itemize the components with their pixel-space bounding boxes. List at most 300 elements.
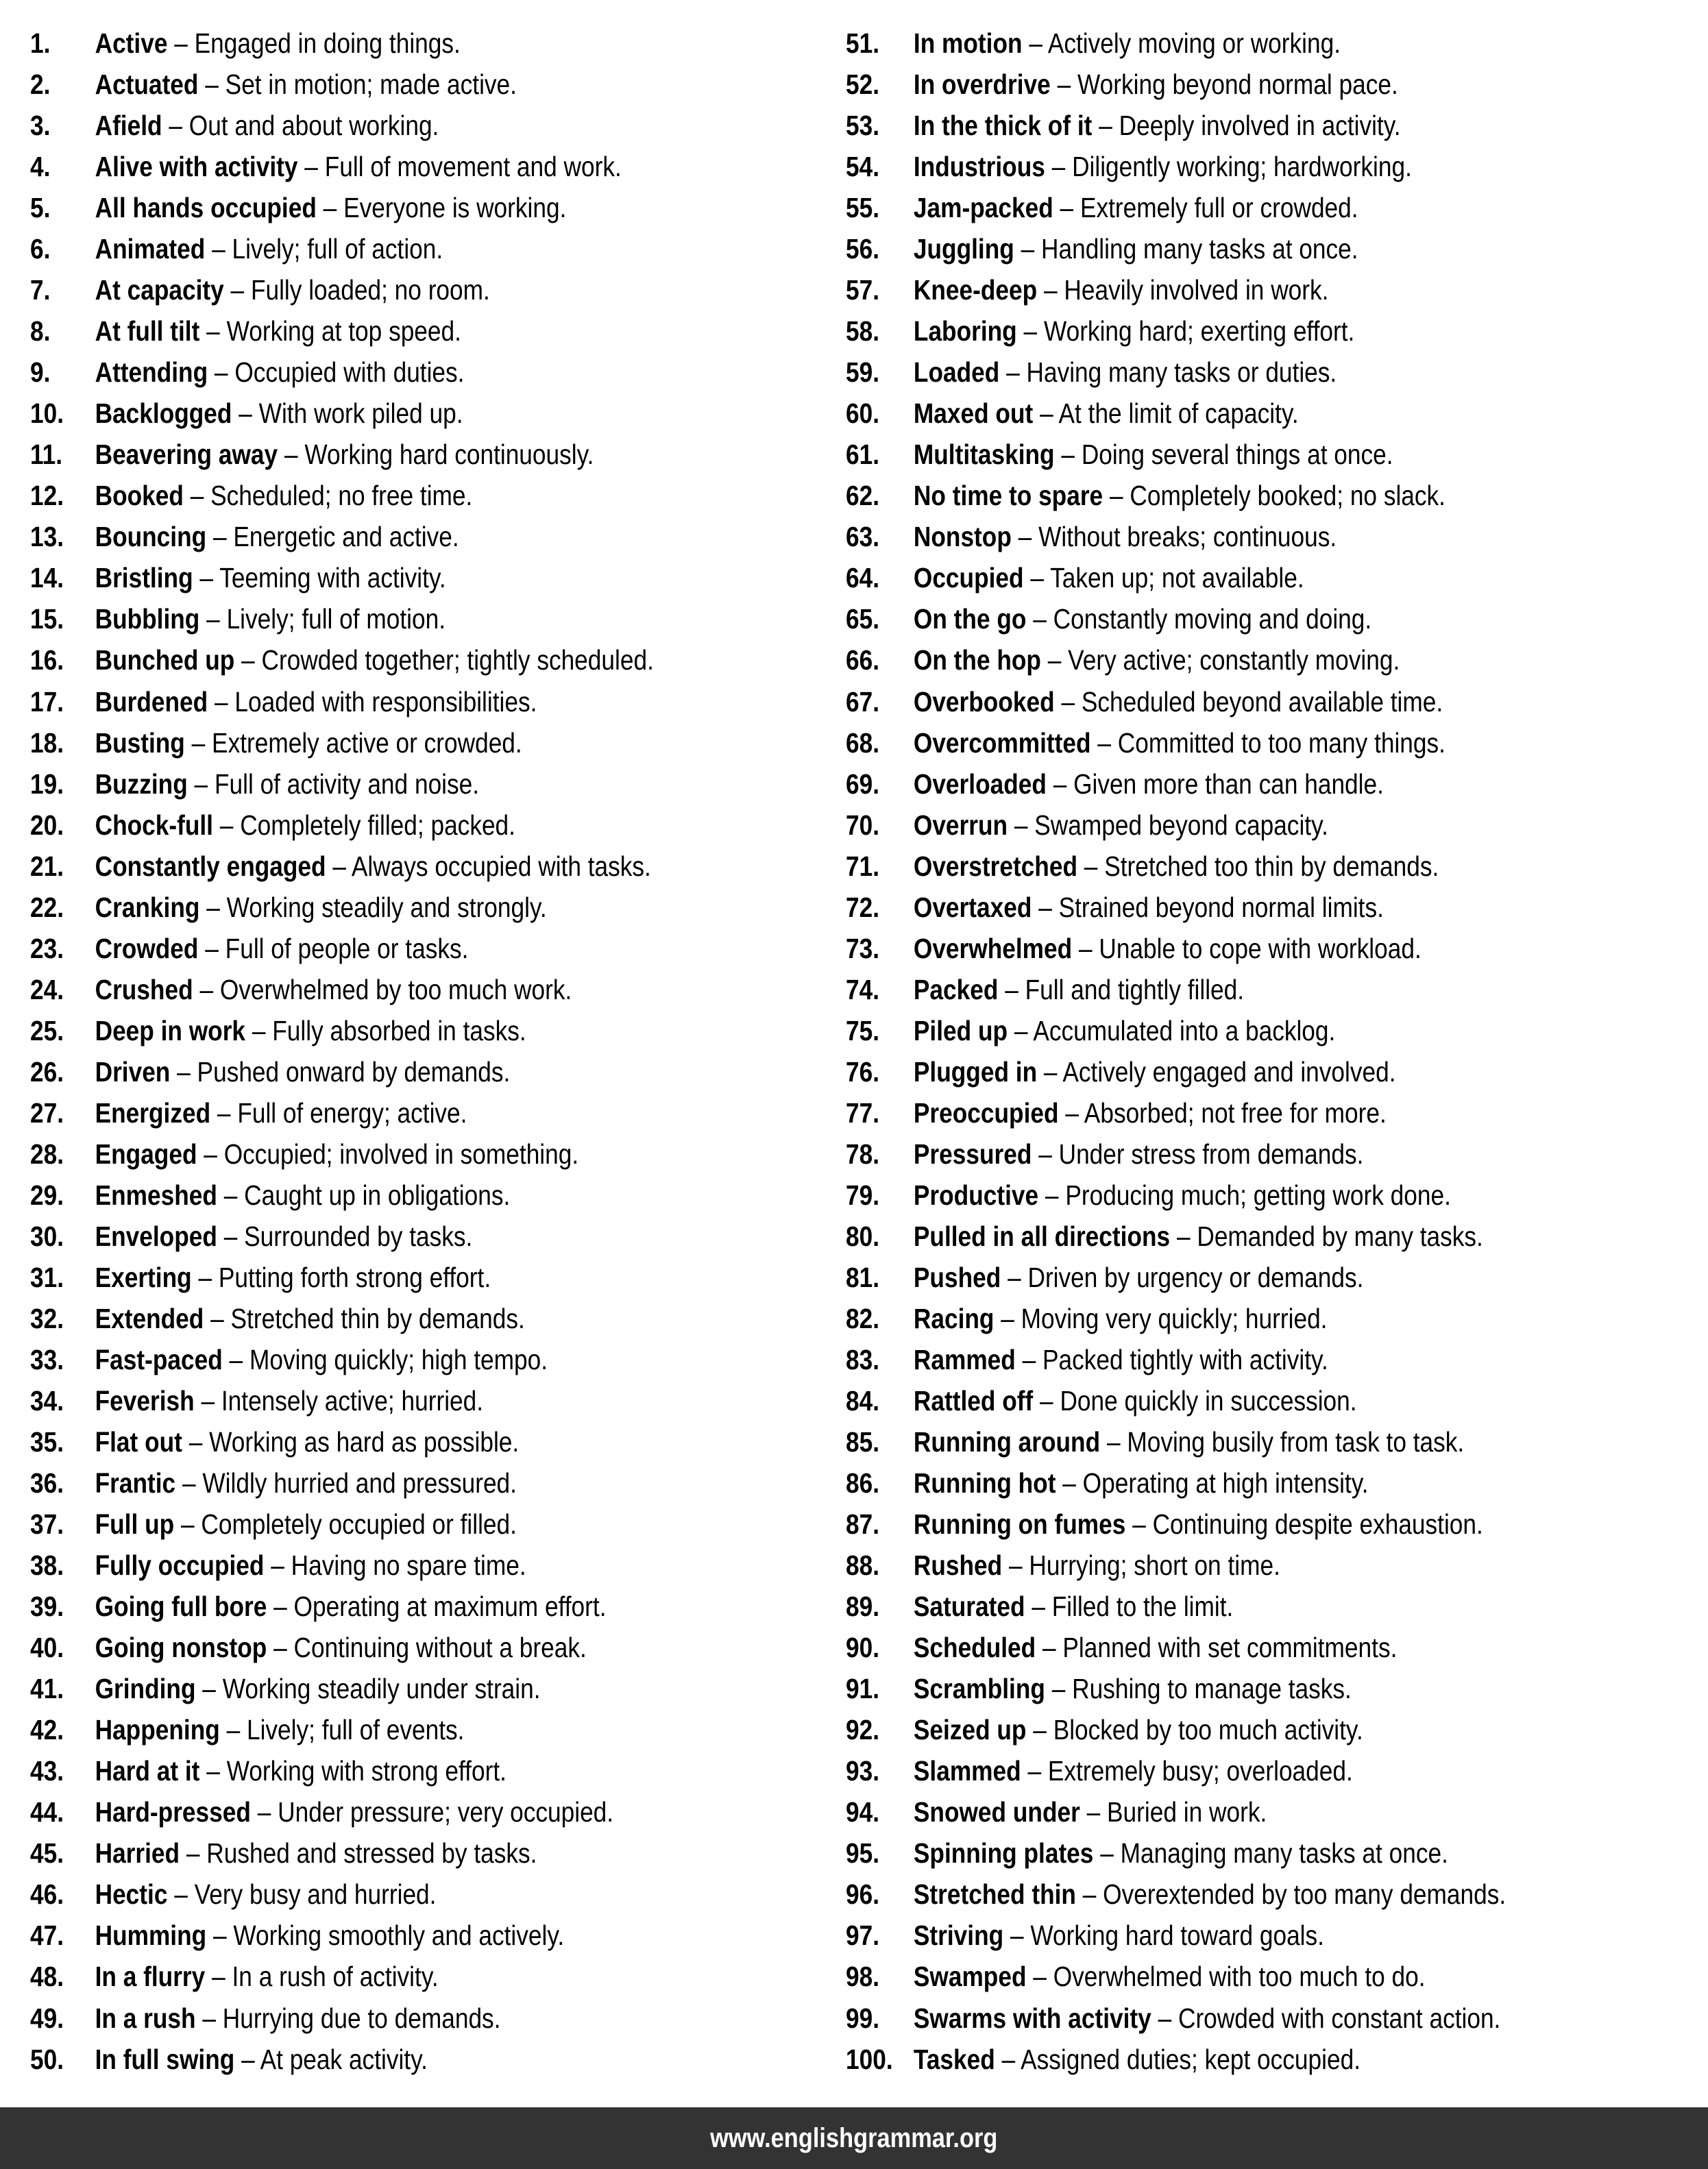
item-definition: – Continuing despite exhaustion. [1132, 1508, 1483, 1541]
item-definition: – Taken up; not available. [1030, 562, 1304, 594]
item-definition: – Moving very quickly; hurried. [1001, 1302, 1328, 1334]
item-number: 96. [846, 1878, 880, 1911]
item-number: 76. [846, 1055, 880, 1088]
item-term: Enmeshed [95, 1179, 217, 1211]
item-term: All hands occupied [95, 192, 317, 224]
item-definition: – Given more than can handle. [1053, 768, 1384, 800]
item-term: In a rush [95, 2002, 196, 2034]
item-definition: – Full of energy; active. [217, 1096, 467, 1129]
item-term: Jam-packed [913, 192, 1053, 224]
list-item [30, 1380, 818, 1421]
item-number: 12. [30, 480, 64, 512]
item-term: Afield [95, 110, 162, 142]
list-item [846, 516, 1696, 557]
item-number: 4. [30, 151, 51, 183]
item-definition: – Extremely busy; overloaded. [1027, 1755, 1353, 1787]
item-term: At capacity [95, 274, 224, 306]
list-item [30, 1586, 818, 1627]
item-definition: – Lively; full of events. [226, 1714, 465, 1746]
list-item-content [30, 269, 490, 310]
item-number: 95. [846, 1837, 880, 1870]
list-item [30, 1504, 818, 1545]
item-definition: – Working with strong effort. [206, 1755, 507, 1787]
item-number: 7. [30, 274, 51, 306]
item-definition: – Putting forth strong effort. [198, 1261, 491, 1293]
list-item [846, 1380, 1696, 1421]
item-term: Overcommitted [913, 726, 1091, 759]
list-item-content [30, 64, 517, 105]
item-number: 83. [846, 1344, 880, 1375]
item-term: Full up [95, 1508, 175, 1541]
list-item [30, 805, 818, 846]
item-term: Cranking [95, 891, 200, 923]
list-item-content [846, 763, 1384, 805]
item-number: 57. [846, 274, 880, 306]
item-number: 79. [846, 1179, 880, 1211]
list-item [846, 1998, 1696, 2039]
item-term: Spinning plates [913, 1837, 1094, 1870]
item-term: Constantly engaged [95, 850, 326, 882]
list-item-content [846, 1709, 1363, 1750]
item-term: Going nonstop [95, 1632, 267, 1664]
list-item [846, 310, 1696, 352]
item-definition: – Continuing without a break. [273, 1632, 587, 1664]
list-item-content [846, 187, 1358, 228]
list-item-content [846, 2039, 1361, 2080]
item-definition: – Full of people or tasks. [205, 932, 469, 964]
list-item-content [846, 516, 1337, 557]
list-item [846, 1709, 1696, 1750]
item-term: Hectic [95, 1878, 168, 1911]
list-item-content [846, 1216, 1483, 1257]
item-definition: – Strained beyond normal limits. [1038, 891, 1384, 923]
list-item [30, 639, 818, 681]
item-number: 73. [846, 932, 880, 964]
item-number: 27. [30, 1096, 64, 1129]
list-item [846, 1462, 1696, 1504]
list-item [846, 1339, 1696, 1380]
list-item [846, 105, 1696, 146]
list-item [846, 434, 1696, 475]
item-term: Laboring [913, 315, 1017, 347]
item-term: Attending [95, 356, 208, 389]
item-term: At full tilt [95, 315, 200, 347]
list-item [30, 969, 818, 1010]
footer-banner [0, 2107, 1708, 2169]
list-item [30, 310, 818, 352]
item-term: Frantic [95, 1467, 176, 1499]
list-item [30, 557, 818, 598]
list-item-content [846, 1421, 1464, 1462]
list-item [846, 1750, 1696, 1791]
item-definition: – Accumulated into a backlog. [1014, 1014, 1336, 1046]
item-term: Pulled in all directions [913, 1220, 1171, 1252]
list-item [30, 1833, 818, 1874]
item-definition: – Working hard; exerting effort. [1023, 315, 1355, 347]
list-item-content [846, 681, 1443, 722]
item-definition: – Without breaks; continuous. [1018, 521, 1337, 553]
item-definition: – Driven by urgency or demands. [1008, 1261, 1364, 1293]
list-item-content [846, 1750, 1353, 1791]
list-item [30, 2039, 818, 2080]
item-term: Humming [95, 1920, 207, 1952]
item-number: 29. [30, 1179, 64, 1211]
item-term: Racing [913, 1302, 995, 1334]
item-number: 98. [846, 1961, 880, 1993]
item-term: Bubbling [95, 603, 200, 635]
item-definition: – At peak activity. [241, 2043, 428, 2075]
list-item [30, 393, 818, 434]
item-definition: – Completely occupied or filled. [180, 1508, 517, 1541]
list-item-content [30, 146, 622, 187]
item-definition: – Moving busily from task to task. [1106, 1426, 1465, 1458]
list-item [30, 352, 818, 393]
item-number: 78. [846, 1138, 880, 1170]
item-definition: – Scheduled; no free time. [190, 480, 473, 512]
list-item-content [30, 1010, 526, 1051]
item-term: Running around [913, 1426, 1101, 1458]
item-term: Busting [95, 726, 185, 759]
item-term: Bristling [95, 562, 193, 594]
list-item [30, 475, 818, 516]
item-number: 20. [30, 809, 64, 841]
item-number: 65. [846, 603, 880, 635]
list-item [30, 928, 818, 969]
item-definition: – Hurrying; short on time. [1009, 1549, 1280, 1582]
list-item [30, 1956, 818, 1997]
list-item [846, 928, 1696, 969]
item-number: 97. [846, 1920, 880, 1952]
item-number: 16. [30, 644, 64, 676]
item-term: Crowded [95, 932, 199, 964]
list-item-content [30, 1216, 472, 1257]
list-item-content [30, 1175, 510, 1216]
list-item-content [30, 1998, 500, 2039]
list-item [846, 146, 1696, 187]
item-term: Overstretched [913, 850, 1077, 882]
list-item [846, 1133, 1696, 1175]
item-term: No time to spare [913, 480, 1103, 512]
item-definition: – Unable to cope with workload. [1078, 932, 1422, 964]
item-term: Scheduled [913, 1632, 1036, 1664]
item-term: Packed [913, 973, 999, 1005]
item-definition: – In a rush of activity. [212, 1961, 439, 1993]
list-item-content [846, 722, 1445, 763]
item-number: 92. [846, 1714, 880, 1746]
list-item [30, 1051, 818, 1092]
item-term: On the hop [913, 644, 1041, 676]
list-item [846, 1956, 1696, 1997]
item-number: 81. [846, 1261, 880, 1293]
item-number: 14. [30, 562, 64, 594]
item-term: Scrambling [913, 1673, 1045, 1705]
list-item-content [30, 763, 479, 805]
item-number: 58. [846, 315, 880, 347]
list-item [846, 681, 1696, 722]
list-item-content [846, 639, 1400, 681]
item-definition: – Working steadily under strain. [202, 1673, 541, 1705]
list-item-content [846, 1133, 1363, 1175]
item-number: 23. [30, 932, 64, 964]
item-definition: – Overwhelmed by too much work. [199, 973, 572, 1005]
list-item-content [846, 1956, 1426, 1997]
list-item [30, 1216, 818, 1257]
item-definition: – Set in motion; made active. [205, 69, 517, 101]
item-number: 89. [846, 1591, 880, 1623]
item-number: 18. [30, 726, 64, 759]
list-item [30, 228, 818, 269]
item-term: Crushed [95, 973, 193, 1005]
list-item-content [30, 1956, 439, 1997]
item-definition: – Wildly hurried and pressured. [182, 1467, 517, 1499]
list-item-content [846, 1257, 1363, 1298]
item-definition: – Hurrying due to demands. [202, 2002, 501, 2034]
item-number: 99. [846, 2002, 880, 2034]
list-item-content [30, 352, 464, 393]
item-term: Industrious [913, 151, 1045, 183]
list-item-content [846, 23, 1341, 64]
item-term: Pressured [913, 1138, 1032, 1170]
item-definition: – Out and about working. [169, 110, 439, 142]
item-term: Multitasking [913, 439, 1055, 471]
list-item-content [30, 1092, 467, 1133]
list-item-content [30, 1627, 587, 1668]
item-term: Rattled off [913, 1385, 1034, 1417]
item-number: 80. [846, 1220, 880, 1252]
item-term: Overwhelmed [913, 932, 1073, 964]
item-number: 62. [846, 480, 880, 512]
item-number: 22. [30, 891, 64, 923]
item-number: 60. [846, 397, 880, 430]
item-number: 82. [846, 1302, 880, 1334]
item-term: Deep in work [95, 1014, 246, 1046]
list-item-content [846, 1915, 1324, 1956]
list-item-content [846, 393, 1299, 434]
item-term: Nonstop [913, 521, 1012, 553]
item-definition: – Scheduled beyond available time. [1061, 685, 1443, 718]
item-term: Alive with activity [95, 151, 298, 183]
item-term: Seized up [913, 1714, 1027, 1746]
list-item [846, 1010, 1696, 1051]
list-item [846, 1791, 1696, 1833]
list-item-content [846, 310, 1354, 352]
list-item [846, 1051, 1696, 1092]
item-definition: – Occupied; involved in something. [204, 1138, 579, 1170]
item-number: 87. [846, 1508, 880, 1541]
item-number: 2. [30, 69, 51, 101]
item-definition: – Doing several things at once. [1061, 439, 1393, 471]
item-number: 42. [30, 1714, 64, 1746]
item-term: Fully occupied [95, 1549, 265, 1582]
list-item-content [846, 1092, 1387, 1133]
list-item [846, 557, 1696, 598]
item-number: 25. [30, 1014, 64, 1046]
item-definition: – Everyone is working. [323, 192, 567, 224]
list-item [30, 269, 818, 310]
word-list-left-column [30, 23, 818, 2080]
item-definition: – Deeply involved in activity. [1099, 110, 1401, 142]
item-term: Active [95, 27, 168, 59]
list-item [30, 1339, 818, 1380]
list-item [846, 1586, 1696, 1627]
item-definition: – Full and tightly filled. [1005, 973, 1245, 1005]
item-term: Overrun [913, 809, 1008, 841]
list-item [846, 1915, 1696, 1956]
list-item-content [30, 1545, 526, 1586]
item-term: Buzzing [95, 768, 188, 800]
list-item [30, 887, 818, 928]
item-definition: – Operating at maximum effort. [273, 1591, 607, 1623]
list-item-content [30, 1874, 436, 1915]
item-term: Burdened [95, 685, 208, 718]
item-number: 43. [30, 1755, 64, 1787]
list-item-content [846, 64, 1398, 105]
item-term: Grinding [95, 1673, 196, 1705]
item-definition: – Caught up in obligations. [223, 1179, 511, 1211]
list-item [30, 1791, 818, 1833]
item-definition: – Working steadily and strongly. [206, 891, 547, 923]
item-definition: – Planned with set commitments. [1042, 1632, 1398, 1664]
list-item-content [30, 639, 654, 681]
list-item-content [846, 969, 1244, 1010]
list-item-content [30, 475, 472, 516]
list-item [30, 23, 818, 64]
item-number: 64. [846, 562, 880, 594]
item-number: 8. [30, 315, 51, 347]
list-item [846, 64, 1696, 105]
item-term: Piled up [913, 1014, 1008, 1046]
list-item-content [846, 475, 1445, 516]
item-definition: – Actively moving or working. [1029, 27, 1341, 59]
list-item [30, 763, 818, 805]
list-item [30, 1545, 818, 1586]
list-item-content [846, 228, 1358, 269]
list-item-content [30, 1339, 548, 1380]
item-number: 75. [846, 1014, 880, 1046]
item-term: Slammed [913, 1755, 1021, 1787]
item-number: 53. [846, 110, 880, 142]
list-item-content [846, 805, 1328, 846]
item-definition: – Under stress from demands. [1038, 1138, 1364, 1170]
item-term: Rammed [913, 1344, 1016, 1375]
item-number: 47. [30, 1920, 64, 1952]
list-item-content [846, 928, 1422, 969]
list-item-content [846, 105, 1401, 146]
list-item [846, 1833, 1696, 1874]
item-definition: – Crowded with constant action. [1158, 2002, 1501, 2034]
list-item-content [30, 557, 446, 598]
item-definition: – Working beyond normal pace. [1057, 69, 1398, 101]
item-number: 49. [30, 2002, 64, 2034]
item-number: 66. [846, 644, 880, 676]
list-item [30, 146, 818, 187]
list-item-content [30, 187, 566, 228]
item-number: 38. [30, 1549, 64, 1582]
item-definition: – Filled to the limit. [1032, 1591, 1234, 1623]
item-number: 24. [30, 973, 64, 1005]
item-number: 72. [846, 891, 880, 923]
list-item [846, 1257, 1696, 1298]
list-item-content [846, 352, 1337, 393]
item-term: Backlogged [95, 397, 232, 430]
item-definition: – Buried in work. [1086, 1796, 1267, 1828]
item-term: Exerting [95, 1261, 192, 1293]
item-definition: – Working at top speed. [206, 315, 461, 347]
list-item-content [30, 1791, 613, 1833]
list-item-content [30, 1709, 464, 1750]
list-item [846, 1421, 1696, 1462]
item-term: Beavering away [95, 439, 278, 471]
footer-website-link[interactable]: www.englishgrammar.org [710, 2123, 998, 2153]
list-item [30, 846, 818, 887]
item-term: Going full bore [95, 1591, 267, 1623]
list-item-content [30, 393, 463, 434]
item-definition: – Handling many tasks at once. [1021, 233, 1358, 265]
item-number: 71. [846, 850, 880, 882]
item-definition: – Having no spare time. [271, 1549, 526, 1582]
list-item [30, 1092, 818, 1133]
list-item-content [846, 146, 1412, 187]
list-item-content [30, 105, 439, 146]
item-number: 56. [846, 233, 880, 265]
item-definition: – Producing much; getting work done. [1045, 1179, 1451, 1211]
list-item [846, 269, 1696, 310]
item-definition: – Diligently working; hardworking. [1051, 151, 1412, 183]
list-item [30, 1750, 818, 1791]
item-term: Knee-deep [913, 274, 1038, 306]
list-item [30, 1462, 818, 1504]
list-item [30, 722, 818, 763]
item-number: 35. [30, 1426, 64, 1458]
item-number: 51. [846, 27, 880, 59]
item-definition: – Stretched too thin by demands. [1084, 850, 1439, 882]
list-item-content [846, 846, 1439, 887]
item-definition: – At the limit of capacity. [1040, 397, 1299, 430]
list-item [846, 352, 1696, 393]
item-number: 85. [846, 1426, 880, 1458]
list-item [30, 681, 818, 722]
item-definition: – Lively; full of action. [212, 233, 443, 265]
list-item [846, 846, 1696, 887]
item-term: Loaded [913, 356, 1000, 389]
item-term: Stretched thin [913, 1878, 1076, 1911]
item-number: 86. [846, 1467, 880, 1499]
item-definition: – Very active; constantly moving. [1047, 644, 1400, 676]
item-number: 13. [30, 521, 64, 553]
item-term: Bunched up [95, 644, 235, 676]
list-item [846, 1668, 1696, 1709]
item-number: 90. [846, 1632, 880, 1664]
item-definition: – Working smoothly and actively. [212, 1920, 565, 1952]
list-item [30, 1998, 818, 2039]
list-item-content [846, 557, 1304, 598]
list-item-content [30, 2039, 428, 2080]
item-definition: – Fully absorbed in tasks. [252, 1014, 526, 1046]
list-item-content [30, 1504, 517, 1545]
list-item [846, 1175, 1696, 1216]
item-definition: – Fully loaded; no room. [230, 274, 490, 306]
list-item [30, 1421, 818, 1462]
list-item-content [846, 1010, 1335, 1051]
list-item-content [846, 1627, 1397, 1668]
item-term: In a flurry [95, 1961, 206, 1993]
list-item [30, 1915, 818, 1956]
item-number: 77. [846, 1096, 880, 1129]
item-number: 69. [846, 768, 880, 800]
list-item [846, 598, 1696, 639]
item-term: Overtaxed [913, 891, 1032, 923]
item-definition: – Stretched thin by demands. [210, 1302, 525, 1334]
